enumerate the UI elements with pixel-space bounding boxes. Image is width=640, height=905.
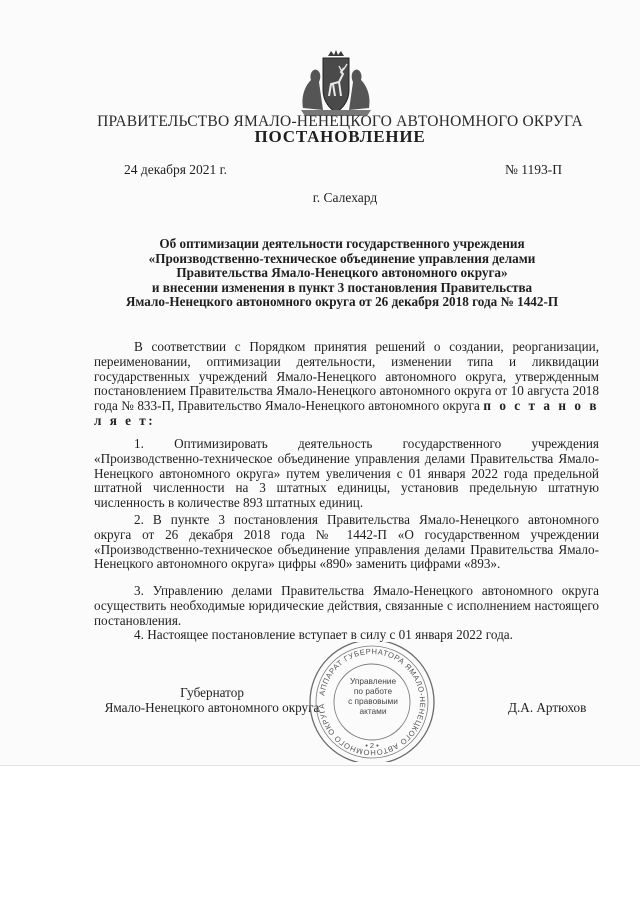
document-city: г. Салехард	[312, 190, 378, 205]
item-2-paragraph	[94, 513, 599, 572]
item-4-text: 4. Настоящее постановление вступает в силу с 01 января 2022 года.	[134, 627, 513, 642]
stamp-number: • 2 •	[365, 741, 379, 750]
subject-line: «Производственно-техническое объединение управления делами	[148, 250, 536, 266]
signer-name: Д.А. Артюхов	[508, 700, 587, 715]
preamble-paragraph	[94, 340, 599, 429]
coat-of-arms-icon	[295, 50, 377, 120]
signer-title	[92, 685, 332, 715]
stamp-ring-text: АППАРАТ ГУБЕРНАТОРА ЯМАЛО-НЕНЕЦКОГО АВТОНОМНОГО ОКРУГА	[316, 646, 428, 758]
item-1-text: 1. Оптимизировать деятельность государственного учреждения «Производственно-техническое объединение управления делами Правительства Ямало-Ненецкого автономного округа» путем увеличения с 01 января 2022 года предельной штатной численности на 3 штатных единицы, установив предельную штатную численность в количестве 893 штатных единиц.	[94, 436, 599, 511]
preamble-text: В соответствии с Порядком принятия решений о создании, реорганизации, переименовании, оптимизации деятельности, изменении типа и ликвидации государственных учреждений Ямало-Ненецкого автономного округа, утвержденным постановлением Правительства Ямало-Ненецкого автономного округа от 10 августа 2018 года № 833-П, Правительство Ямало-Ненецкого автономного округа	[94, 339, 599, 414]
item-3-paragraph	[94, 584, 599, 628]
government-name: ПРАВИТЕЛЬСТВО ЯМАЛО-НЕНЕЦКОГО АВТОНОМНОГО ОКРУГА	[97, 113, 583, 130]
resolves-word: п о с т а н о в л я е т:	[94, 398, 600, 428]
item-1-paragraph	[94, 437, 599, 511]
stamp-center-line: по работе	[353, 686, 393, 696]
stamp-center-line: Управление	[349, 676, 397, 686]
stamp-center-line: с правовыми	[348, 696, 398, 706]
subject-line: Правительства Ямало-Ненецкого автономного округа»	[176, 265, 508, 281]
subject-line: Об оптимизации деятельности государственного учреждения	[159, 236, 525, 251]
item-2-text: 2. В пункте 3 постановления Правительства Ямало-Ненецкого автономного округа от 26 декабря 2018 года № 1442-П «О государственном учреждении «Производственно-техническое объединение управления делами Правительства Ямало-Ненецкого автономного округа» цифры «890» заменить цифрами «893».	[94, 512, 599, 572]
item-4-paragraph	[94, 628, 599, 643]
subject-line: Ямало-Ненецкого автономного округа от 26 декабря 2018 года № 1442-П	[125, 294, 559, 310]
subject-line: и внесении изменения в пункт 3 постановления Правительства	[151, 279, 533, 295]
signer-title-line-2: Ямало-Ненецкого автономного округа	[104, 700, 320, 715]
page-edge-divider	[0, 765, 640, 766]
document-number: № 1193-П	[505, 162, 562, 177]
document-type: ПОСТАНОВЛЕНИЕ	[254, 127, 426, 146]
document-subject	[82, 237, 602, 310]
document-date: 24 декабря 2021 г.	[124, 162, 228, 177]
stamp-center-line: актами	[359, 706, 387, 716]
signer-title-line-1: Губернатор	[180, 685, 244, 700]
item-3-text: 3. Управлению делами Правительства Ямало-Ненецкого автономного округа осуществить необходимые юридические действия, связанные с исполнением настоящего постановления.	[94, 583, 599, 628]
stamp-center-text	[331, 676, 415, 716]
